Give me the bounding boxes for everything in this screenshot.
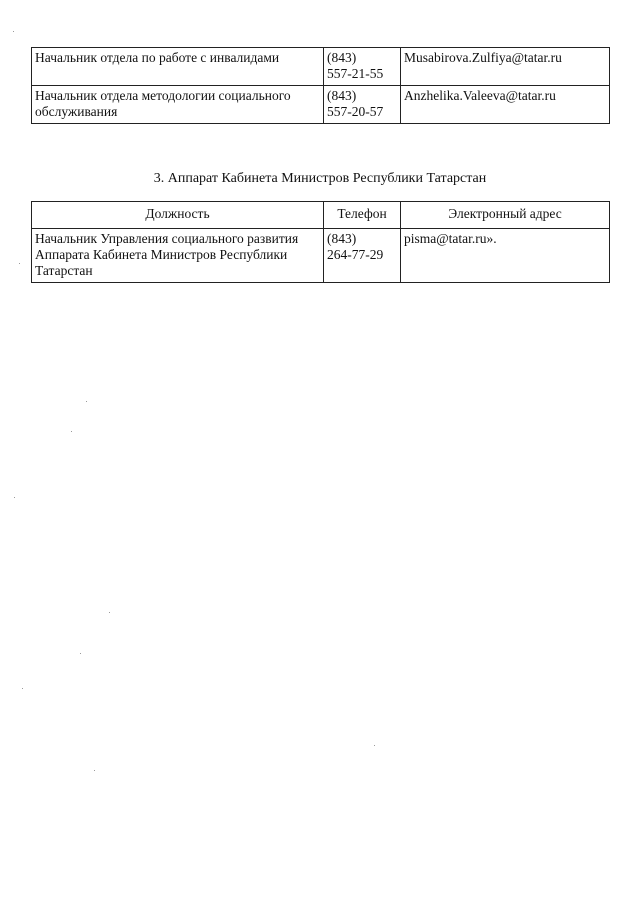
phone-code: (843) — [327, 231, 357, 246]
phone-cell — [324, 86, 401, 124]
scan-speck — [374, 745, 375, 746]
email-cell: Musabirova.Zulfiya@tatar.ru — [401, 48, 610, 86]
table-row — [32, 86, 610, 124]
position-cell: Начальник Управления социального развития Аппарата Кабинета Министров Республики Татарстан — [32, 229, 324, 283]
column-header-phone: Телефон — [324, 202, 401, 229]
email-cell: pisma@tatar.ru». — [401, 229, 610, 283]
scan-speck — [109, 612, 110, 613]
contacts-table — [31, 201, 610, 283]
phone-cell — [324, 229, 401, 283]
section-heading: 3. Аппарат Кабинета Министров Республики Татарстан — [153, 171, 487, 186]
scan-speck — [13, 31, 14, 32]
phone-cell — [324, 48, 401, 86]
scan-speck — [22, 688, 23, 689]
scan-speck — [19, 263, 20, 264]
scan-speck — [14, 497, 15, 498]
scan-speck — [86, 401, 87, 402]
phone-code: (843) — [327, 50, 357, 65]
scan-speck — [71, 431, 72, 432]
column-header-email: Электронный адрес — [401, 202, 610, 229]
scan-speck — [94, 770, 95, 771]
table-row — [32, 48, 610, 86]
column-header-position: Должность — [32, 202, 324, 229]
email-cell: Anzhelika.Valeeva@tatar.ru — [401, 86, 610, 124]
phone-number: 264-77-29 — [327, 247, 384, 262]
table-header-row — [32, 202, 610, 229]
phone-number: 557-20-57 — [327, 104, 384, 119]
phone-number: 557-21-55 — [327, 66, 384, 81]
position-cell: Начальник отдела по работе с инвалидами — [32, 48, 324, 86]
table-row — [32, 229, 610, 283]
scan-speck — [80, 653, 81, 654]
position-cell: Начальник отдела методологии социального обслуживания — [32, 86, 324, 124]
phone-code: (843) — [327, 88, 357, 103]
contacts-table-continued — [31, 47, 610, 124]
